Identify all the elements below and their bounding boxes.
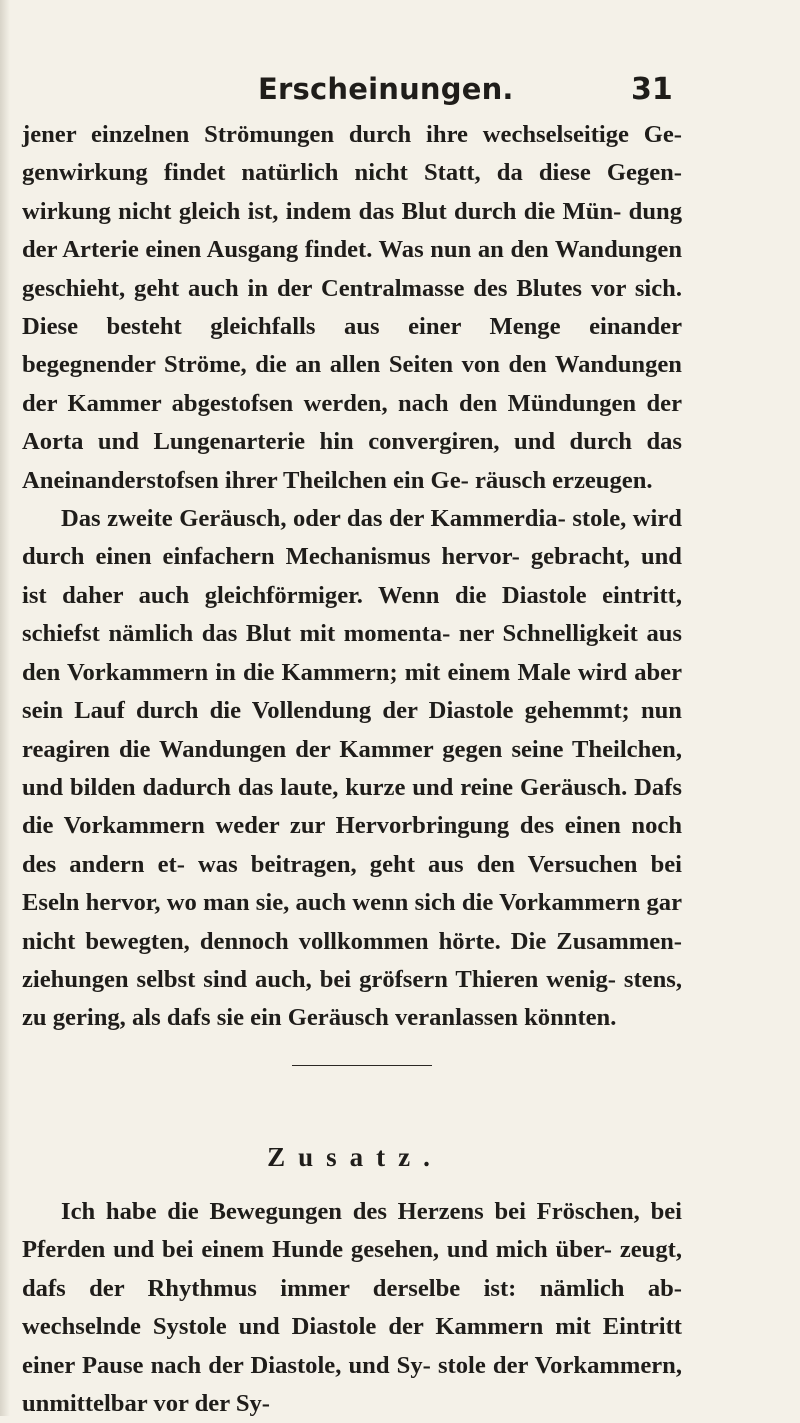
section-heading-zusatz: Zusatz.	[267, 1142, 443, 1172]
paragraph-zusatz: Ich habe die Bewegungen des Herzens bei Fröschen, bei Pferden und bei einem Hunde gesehen, und mich über- zeugt, dafs der Rhythmus immer derselbe ist: nämlich ab- wechselnde Systole und Diastole der Kammern mit Eintritt einer Pause nach der Diastole, und Sy- stole der Vorkammern, unmittelbar vor der Sy-	[22, 1198, 682, 1418]
zusatz-text	[22, 1193, 682, 1423]
page-spine-shadow	[0, 0, 10, 1416]
section-divider	[292, 1065, 432, 1066]
page-header	[0, 72, 800, 112]
page-number: 31	[631, 72, 673, 107]
body-text	[22, 116, 682, 1038]
paragraph-continuation: jener einzelnen Strömungen durch ihre wechselseitige Ge- genwirkung findet natürlich nicht Statt, da diese Gegen- wirkung nicht gleich ist, indem das Blut durch die Mün- dung der Arterie einen Ausgang findet. Was nun an den Wandungen geschieht, geht auch in der Centralmasse des Blutes vor sich. Diese besteht gleichfalls aus einer Menge einander begegnender Ströme, die an allen Seiten von den Wandungen der Kammer abgestofsen werden, nach den Mündungen der Aorta und Lungenarterie hin convergiren, und durch das Aneinanderstofsen ihrer Theilchen ein Ge- räusch erzeugen.	[22, 121, 682, 494]
running-title: Erscheinungen.	[258, 72, 514, 106]
paragraph-second-sound: Das zweite Geräusch, oder das der Kammerdia- stole, wird durch einen einfachern Mechanismus hervor- gebracht, und ist daher auch gleichförmiger. Wenn die Diastole eintritt, schiefst nämlich das Blut mit momenta- ner Schnelligkeit aus den Vorkammern in die Kammern; mit einem Male wird aber sein Lauf durch die Vollendung der Diastole gehemmt; nun reagiren die Wandungen der Kammer gegen seine Theilchen, und bilden dadurch das laute, kurze und reine Geräusch. Dafs die Vorkammern weder zur Hervorbringung des einen noch des andern et- was beitragen, geht aus den Versuchen bei Eseln hervor, wo man sie, auch wenn sich die Vorkammern gar nicht bewegten, dennoch vollkommen hörte. Die Zusammen- ziehungen selbst sind auch, bei gröfsern Thieren wenig- stens, zu gering, als dafs sie ein Geräusch veranlassen könnten.	[22, 505, 682, 1032]
